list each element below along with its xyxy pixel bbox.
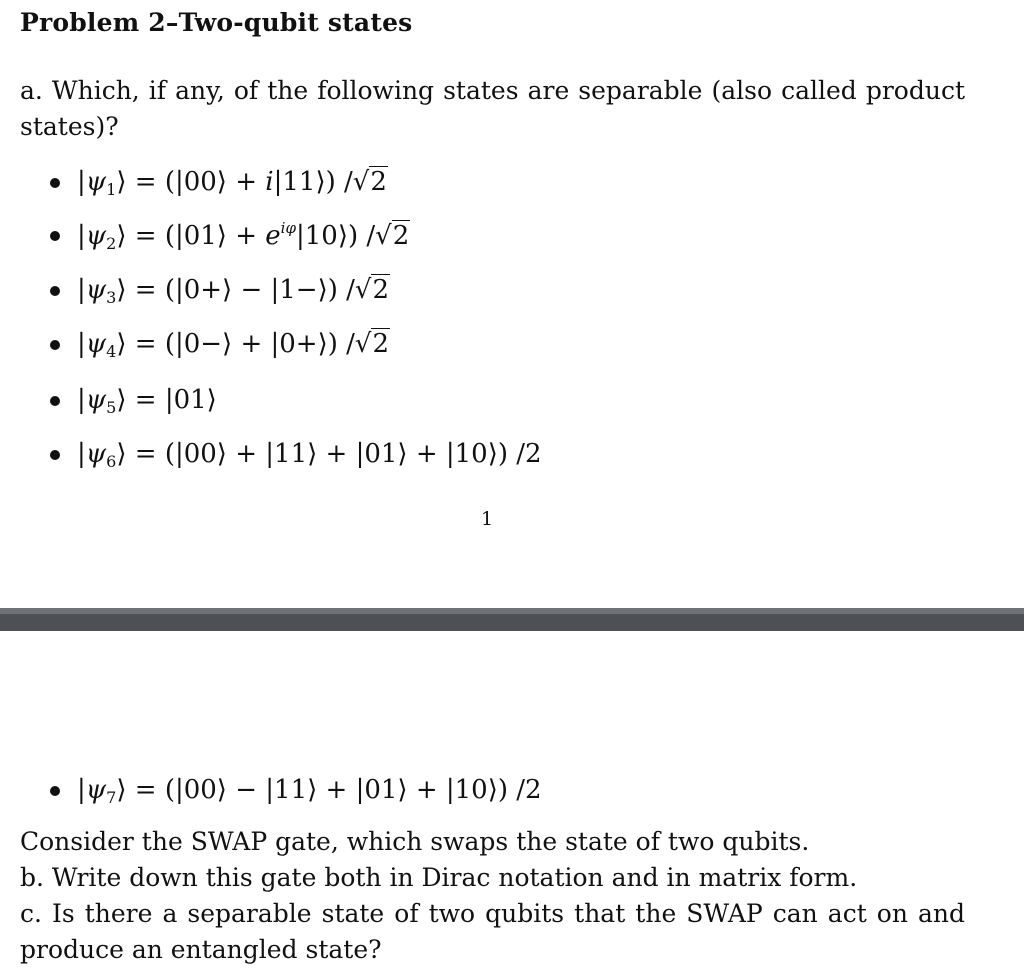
state-equation: $|\psi_2⟩$ = (|01⟩ + $e^{i\varphi}|10⟩$) /√2 [77, 219, 410, 253]
part-b-question: b. Write down this gate both in Dirac notation and in matrix form. [20, 863, 858, 892]
state-item-2 [50, 216, 410, 256]
part-a-question: a. Which, if any, of the following states are separable (also called product states)? [20, 76, 965, 141]
swap-intro: Consider the SWAP gate, which swaps the state of two qubits. [20, 827, 810, 856]
state-item-1 [50, 163, 388, 203]
state-equation: $|\psi_7⟩$ = (|00⟩ − |11⟩ + |01⟩ + |10⟩) /2 [77, 775, 542, 807]
bullet-icon [50, 286, 60, 296]
page-separator [0, 608, 1024, 631]
bullet-icon [50, 450, 60, 460]
state-equation: $|\psi_3⟩$ = (|0+⟩ − |1−⟩) /√2 [77, 275, 390, 307]
bullet-icon [50, 178, 60, 188]
part-c-question: c. Is there a separable state of two qubits that the SWAP can act on and produce an entangled state? [20, 899, 965, 964]
problem-title: Problem 2–Two-qubit states [20, 8, 413, 37]
state-equation: $|\psi_1⟩$ = (|00⟩ + i|11⟩) /√2 [77, 167, 387, 199]
state-equation: $|\psi_6⟩$ = (|00⟩ + |11⟩ + |01⟩ + |10⟩) /2 [77, 439, 542, 471]
state-item-7 [50, 771, 542, 811]
state-item-6 [50, 435, 542, 475]
bullet-icon [50, 231, 60, 241]
state-item-3 [50, 271, 390, 311]
state-equation: $|\psi_5⟩$ = |01⟩ [77, 385, 217, 417]
state-item-4 [50, 325, 390, 365]
page-number: 1 [481, 508, 494, 530]
page-2 [0, 631, 1024, 980]
bullet-icon [50, 786, 60, 796]
state-equation: $|\psi_4⟩$ = (|0−⟩ + |0+⟩) /√2 [77, 329, 390, 361]
state-item-5 [50, 381, 217, 421]
bullet-icon [50, 340, 60, 350]
bullet-icon [50, 396, 60, 406]
